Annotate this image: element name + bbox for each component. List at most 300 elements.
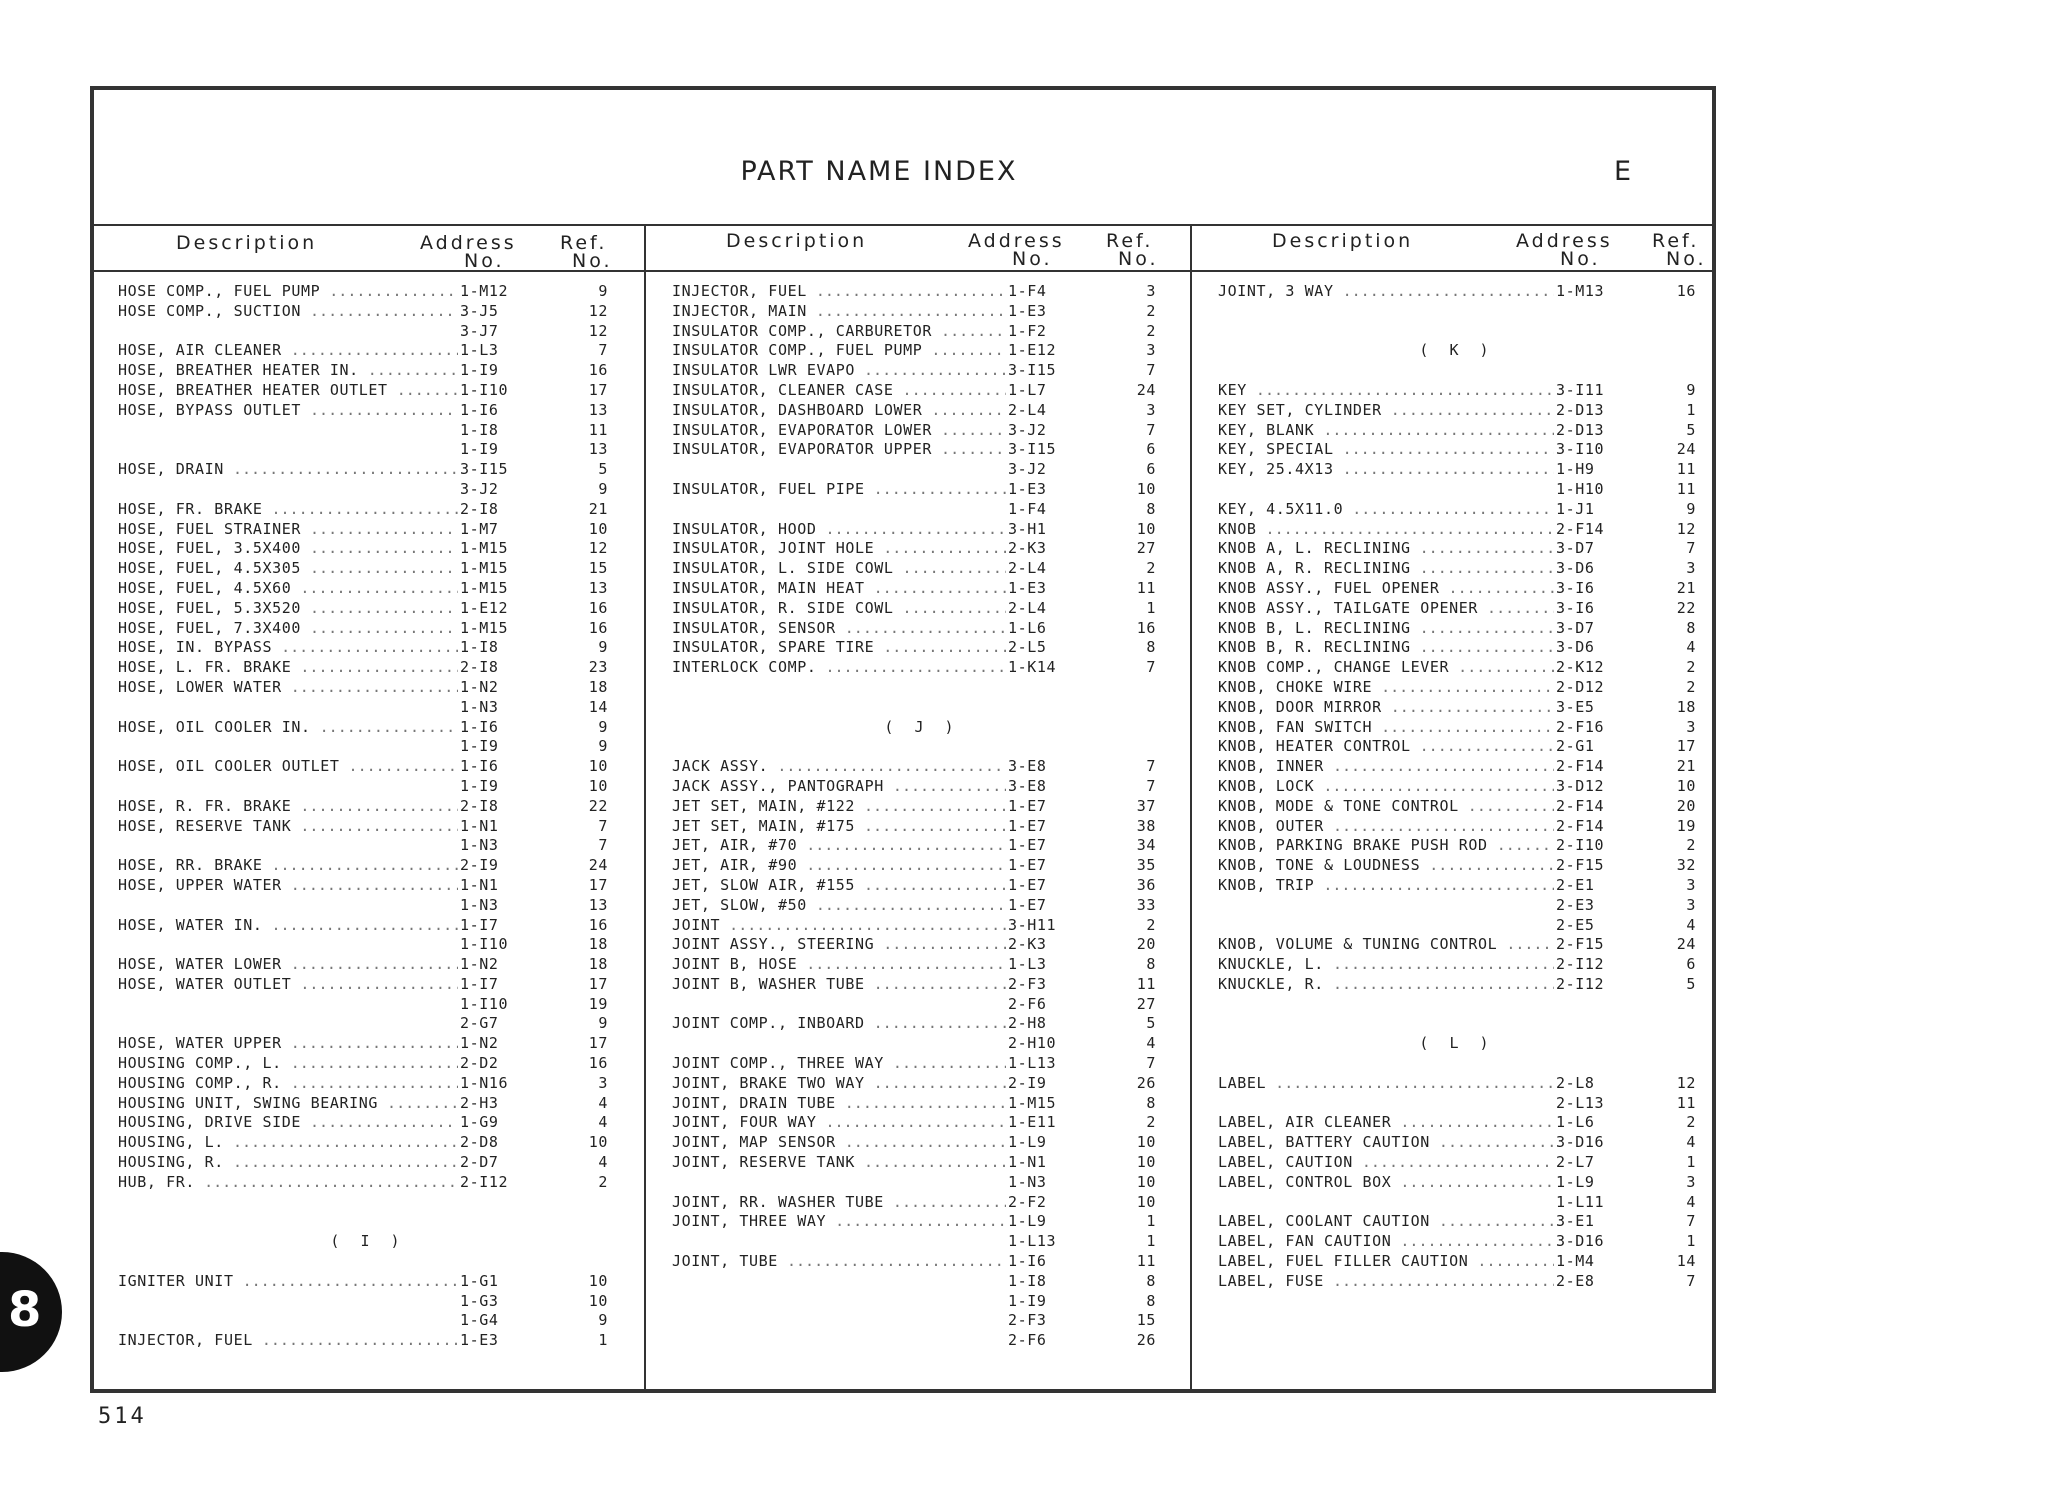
address-number: 1-N3 (460, 836, 499, 855)
index-row (118, 1014, 618, 1034)
reference-number: 4 (598, 1153, 608, 1172)
index-row (1218, 1193, 1696, 1213)
index-row (118, 421, 618, 441)
address-number: 2-F2 (1008, 1192, 1047, 1211)
index-row (672, 955, 1172, 975)
index-row (118, 817, 618, 837)
reference-number: 15 (1136, 1311, 1156, 1330)
index-row (1218, 1153, 1696, 1173)
reference-number: 10 (1136, 1172, 1156, 1191)
part-description (118, 539, 466, 559)
part-description (118, 361, 466, 381)
reference-number: 21 (1676, 757, 1696, 776)
part-description (118, 638, 466, 658)
part-description (1218, 935, 1562, 955)
part-description (1218, 955, 1562, 975)
section-letter-heading: ( I ) (330, 1232, 406, 1251)
part-description-text: LABEL, AIR CLEANER (1218, 1113, 1392, 1132)
index-row (1218, 381, 1696, 401)
part-description (672, 876, 1014, 896)
address-number: 2-I9 (1008, 1073, 1047, 1092)
index-row (672, 1232, 1172, 1252)
address-number: 1-I7 (460, 974, 499, 993)
address-number: 2-H3 (460, 1093, 499, 1112)
part-description-text: KNOB, INNER (1218, 757, 1324, 776)
index-row (1218, 282, 1696, 302)
part-description (1218, 1133, 1562, 1153)
index-row (1218, 559, 1696, 579)
reference-number: 13 (588, 400, 608, 419)
part-description-text: JOINT COMP., THREE WAY (672, 1054, 884, 1073)
part-description-text: LABEL, COOLANT CAUTION (1218, 1212, 1430, 1231)
index-row (118, 658, 618, 678)
address-number: 2-K3 (1008, 539, 1047, 558)
address-number: 2-L7 (1556, 1153, 1595, 1172)
index-row (118, 856, 618, 876)
address-number: 2-L4 (1008, 400, 1047, 419)
reference-number: 3 (1686, 1172, 1696, 1191)
reference-number: 17 (588, 1034, 608, 1053)
address-number: 1-G4 (460, 1311, 499, 1330)
index-row (1218, 1094, 1696, 1114)
reference-number: 11 (1136, 974, 1156, 993)
part-description-text: JACK ASSY., PANTOGRAPH (672, 776, 884, 795)
reference-number: 9 (598, 282, 608, 300)
part-description (1218, 282, 1562, 302)
part-description-text: HOSE, FR. BRAKE (118, 499, 263, 518)
reference-number: 7 (598, 836, 608, 855)
part-description-text: KNOB (1218, 519, 1257, 538)
address-number: 3-D7 (1556, 539, 1595, 558)
part-description-text: KNOB, HEATER CONTROL (1218, 737, 1411, 756)
index-row (672, 737, 1172, 757)
index-row (1218, 1232, 1696, 1252)
address-number: 1-N16 (460, 1073, 509, 1092)
index-row (118, 381, 618, 401)
part-description (1218, 500, 1562, 520)
part-description (672, 381, 1014, 401)
index-row (672, 698, 1172, 718)
index-row (672, 282, 1172, 302)
index-row (1218, 718, 1696, 738)
address-number: 3-E8 (1008, 757, 1047, 776)
col-ref-sub: No. (572, 250, 613, 272)
reference-number: 20 (1136, 935, 1156, 954)
address-number: 1-L11 (1556, 1192, 1605, 1211)
part-description (1218, 539, 1562, 559)
address-number: 3-I15 (460, 460, 509, 479)
index-row (118, 282, 618, 302)
part-description-text: KNUCKLE, R. (1218, 974, 1324, 993)
reference-number: 7 (1686, 1212, 1696, 1231)
part-description-text: HOSE, L. FR. BRAKE (118, 658, 292, 677)
address-number: 1-G3 (460, 1291, 499, 1310)
address-number: 3-D16 (1556, 1232, 1605, 1251)
index-row (672, 361, 1172, 381)
reference-number: 9 (598, 737, 608, 756)
index-row (118, 460, 618, 480)
part-description (1218, 1153, 1562, 1173)
reference-number: 18 (588, 677, 608, 696)
address-number: 1-J1 (1556, 499, 1595, 518)
address-number: 2-K3 (1008, 935, 1047, 954)
col-ref-sub: No. (1666, 248, 1707, 270)
reference-number: 10 (1136, 1153, 1156, 1172)
part-description-text: KNOB, PARKING BRAKE PUSH ROD (1218, 836, 1488, 855)
reference-number: 13 (588, 578, 608, 597)
reference-number: 8 (1146, 638, 1156, 657)
reference-number: 1 (1686, 400, 1696, 419)
address-number: 2-D2 (460, 1054, 499, 1073)
reference-number: 1 (1146, 1212, 1156, 1231)
part-description-text: KNOB ASSY., FUEL OPENER (1218, 578, 1440, 597)
part-description-text: HOSE, FUEL, 3.5X400 (118, 539, 301, 558)
address-number: 2-F6 (1008, 1331, 1047, 1350)
index-row (118, 1272, 618, 1292)
reference-number: 2 (1146, 301, 1156, 320)
title-band (94, 90, 1712, 226)
part-description-text: INSULATOR, FUEL PIPE (672, 479, 865, 498)
index-row (1218, 737, 1696, 757)
address-number: 2-H8 (1008, 1014, 1047, 1033)
address-number: 2-I8 (460, 499, 499, 518)
index-row (672, 757, 1172, 777)
address-number: 1-E7 (1008, 816, 1047, 835)
part-description-text: KNOB, OUTER (1218, 816, 1324, 835)
index-row (1218, 302, 1696, 322)
reference-number: 9 (598, 1311, 608, 1330)
address-number: 2-F15 (1556, 856, 1605, 875)
part-description-text: KNOB, CHOKE WIRE (1218, 677, 1373, 696)
address-number: 3-I15 (1008, 440, 1057, 459)
reference-number: 21 (588, 499, 608, 518)
part-description (672, 836, 1014, 856)
part-description (1218, 856, 1562, 876)
reference-number: 7 (598, 816, 608, 835)
index-row (1218, 1272, 1696, 1292)
part-description (1218, 1113, 1562, 1133)
part-description (672, 619, 1014, 639)
part-description (118, 817, 466, 837)
reference-number: 9 (1686, 499, 1696, 518)
address-number: 1-M4 (1556, 1252, 1595, 1271)
reference-number: 10 (1676, 776, 1696, 795)
address-number: 3-D6 (1556, 559, 1595, 578)
address-number: 1-I6 (460, 717, 499, 736)
reference-number: 4 (1686, 638, 1696, 657)
reference-number: 7 (1686, 539, 1696, 558)
reference-number: 10 (588, 1291, 608, 1310)
address-number: 3-J2 (1008, 420, 1047, 439)
reference-number: 1 (1146, 598, 1156, 617)
index-row (1218, 619, 1696, 639)
part-description (1218, 876, 1562, 896)
address-number: 1-I9 (460, 737, 499, 756)
part-description (118, 599, 466, 619)
index-row (1218, 797, 1696, 817)
reference-number: 21 (1676, 578, 1696, 597)
part-description (118, 1094, 466, 1114)
index-row (672, 381, 1172, 401)
part-description-text: HOSE, FUEL, 5.3X520 (118, 598, 301, 617)
index-row (1218, 599, 1696, 619)
part-description (672, 599, 1014, 619)
part-description (118, 797, 466, 817)
column-header-3 (1192, 226, 1716, 270)
part-description (1218, 1074, 1562, 1094)
part-description (118, 718, 466, 738)
address-number: 1-M7 (460, 519, 499, 538)
reference-number: 3 (1686, 875, 1696, 894)
part-description (118, 1054, 466, 1074)
part-description (672, 896, 1014, 916)
part-description (672, 935, 1014, 955)
part-description-text: HOSE, RR. BRAKE (118, 856, 263, 875)
address-number: 1-E7 (1008, 796, 1047, 815)
part-description-text: HOSE, WATER LOWER (118, 955, 282, 974)
part-description (672, 1074, 1014, 1094)
page-title: PART NAME INDEX (740, 156, 1018, 187)
part-description (1218, 757, 1562, 777)
address-number: 1-L3 (1008, 955, 1047, 974)
reference-number: 7 (1146, 658, 1156, 677)
address-number: 1-I9 (460, 776, 499, 795)
reference-number: 11 (588, 420, 608, 439)
reference-number: 8 (1146, 1271, 1156, 1290)
index-row (672, 876, 1172, 896)
part-description-text: KEY (1218, 380, 1247, 399)
reference-number: 4 (1686, 1192, 1696, 1211)
part-description (1218, 401, 1562, 421)
part-description-text: KEY, 4.5X11.0 (1218, 499, 1344, 518)
address-number: 2-I10 (1556, 836, 1605, 855)
address-number: 2-F14 (1556, 757, 1605, 776)
index-row (1218, 1252, 1696, 1272)
index-row (672, 1193, 1172, 1213)
section-letter-heading: ( J ) (884, 717, 960, 736)
reference-number: 9 (598, 479, 608, 498)
part-description-text: HOUSING UNIT, SWING BEARING (118, 1093, 379, 1112)
reference-number: 3 (1146, 282, 1156, 300)
index-row (118, 638, 618, 658)
section-letter-heading: ( L ) (1419, 1034, 1495, 1053)
part-description (672, 480, 1014, 500)
reference-number: 27 (1136, 539, 1156, 558)
part-description-text: LABEL, BATTERY CAUTION (1218, 1133, 1430, 1152)
part-description (1218, 440, 1562, 460)
part-description-text: HOSE, IN. BYPASS (118, 638, 273, 657)
address-number: 1-N1 (1008, 1153, 1047, 1172)
index-row (672, 1292, 1172, 1312)
index-row (1218, 322, 1696, 342)
part-description (1218, 975, 1562, 995)
index-row (672, 935, 1172, 955)
section-letter-heading: ( K ) (1419, 341, 1495, 360)
part-description-text: HOSE, FUEL, 4.5X60 (118, 578, 292, 597)
address-number: 1-I10 (460, 380, 509, 399)
reference-number: 1 (1146, 1232, 1156, 1251)
address-number: 1-I9 (460, 361, 499, 380)
reference-number: 3 (1146, 400, 1156, 419)
reference-number: 2 (1146, 321, 1156, 340)
part-description-text: HOSE, LOWER WATER (118, 677, 282, 696)
address-number: 1-H9 (1556, 460, 1595, 479)
col-address-sub: No. (1560, 248, 1601, 270)
index-row (672, 559, 1172, 579)
index-row (118, 678, 618, 698)
address-number: 1-I8 (460, 638, 499, 657)
part-description-text: JOINT, BRAKE TWO WAY (672, 1073, 865, 1092)
part-description (672, 955, 1014, 975)
reference-number: 11 (1136, 578, 1156, 597)
page-number: 514 (98, 1404, 147, 1429)
address-number: 2-F14 (1556, 816, 1605, 835)
part-description-text: JOINT, RR. WASHER TUBE (672, 1192, 884, 1211)
reference-number: 14 (1676, 1252, 1696, 1271)
part-description-text: JOINT COMP., INBOARD (672, 1014, 865, 1033)
reference-number: 26 (1136, 1073, 1156, 1092)
reference-number: 7 (1686, 1271, 1696, 1290)
part-description-text: INSULATOR, EVAPORATOR LOWER (672, 420, 933, 439)
index-row (672, 619, 1172, 639)
index-row (118, 1094, 618, 1114)
address-number: 3-E5 (1556, 697, 1595, 716)
part-description-text: HOSE, FUEL, 4.5X305 (118, 559, 301, 578)
address-number: 2-F16 (1556, 717, 1605, 736)
part-description (118, 381, 466, 401)
index-row (672, 1113, 1172, 1133)
part-description-text: KNOB A, R. RECLINING (1218, 559, 1411, 578)
part-description (672, 421, 1014, 441)
part-description (118, 302, 466, 322)
address-number: 1-I6 (1008, 1252, 1047, 1271)
index-row (118, 1133, 618, 1153)
address-number: 1-E7 (1008, 856, 1047, 875)
address-number: 2-E1 (1556, 875, 1595, 894)
reference-number: 18 (588, 955, 608, 974)
index-row (118, 975, 618, 995)
reference-number: 9 (1686, 380, 1696, 399)
index-row (1218, 638, 1696, 658)
index-row (118, 1173, 618, 1193)
address-number: 1-N2 (460, 677, 499, 696)
address-number: 1-I6 (460, 400, 499, 419)
part-description (1218, 520, 1562, 540)
part-description (1218, 698, 1562, 718)
part-description (672, 1193, 1014, 1213)
reference-number: 3 (598, 1073, 608, 1092)
index-row (1218, 1014, 1696, 1034)
part-description-text: INSULATOR, SPARE TIRE (672, 638, 875, 657)
part-description-text: INSULATOR, DASHBOARD LOWER (672, 400, 923, 419)
part-description (672, 1133, 1014, 1153)
reference-number: 9 (598, 1014, 608, 1033)
index-row (1218, 480, 1696, 500)
part-description (118, 757, 466, 777)
address-number: 3-I6 (1556, 598, 1595, 617)
address-number: 2-L4 (1008, 559, 1047, 578)
part-description (672, 638, 1014, 658)
part-description (672, 1014, 1014, 1034)
col-desc-label: Description (176, 232, 318, 254)
part-description (118, 678, 466, 698)
index-row (672, 1272, 1172, 1292)
address-number: 3-D7 (1556, 618, 1595, 637)
index-row (672, 1034, 1172, 1054)
part-description-text: KNOB, FAN SWITCH (1218, 717, 1373, 736)
index-row (118, 559, 618, 579)
part-description (672, 361, 1014, 381)
reference-number: 22 (1676, 598, 1696, 617)
part-description-text: INJECTOR, FUEL (118, 1331, 253, 1350)
part-description-text: INTERLOCK COMP. (672, 658, 817, 677)
reference-number: 7 (1146, 1054, 1156, 1073)
index-row (118, 797, 618, 817)
reference-number: 12 (588, 301, 608, 320)
part-description (672, 341, 1014, 361)
part-description (118, 876, 466, 896)
address-number: 3-E1 (1556, 1212, 1595, 1231)
index-row (1218, 817, 1696, 837)
index-row (672, 1094, 1172, 1114)
part-description (118, 1153, 466, 1173)
index-row (118, 718, 618, 738)
part-description-text: INJECTOR, FUEL (672, 282, 807, 300)
address-number: 2-E3 (1556, 895, 1595, 914)
index-row (118, 1193, 618, 1213)
index-row (118, 1252, 618, 1272)
index-row (672, 1311, 1172, 1331)
address-number: 1-E3 (1008, 301, 1047, 320)
part-description (1218, 579, 1562, 599)
address-number: 1-E11 (1008, 1113, 1057, 1132)
reference-number: 16 (1136, 618, 1156, 637)
address-number: 2-H10 (1008, 1034, 1057, 1053)
index-row (672, 1074, 1172, 1094)
part-description-text: HOSE COMP., SUCTION (118, 301, 301, 320)
address-number: 1-M15 (460, 578, 509, 597)
reference-number: 10 (588, 1271, 608, 1290)
index-row (1218, 421, 1696, 441)
reference-number: 17 (588, 875, 608, 894)
part-description-text: HOSE, WATER UPPER (118, 1034, 282, 1053)
index-row (672, 599, 1172, 619)
part-description-text: JOINT, FOUR WAY (672, 1113, 817, 1132)
index-row (118, 757, 618, 777)
index-row (118, 1212, 618, 1232)
reference-number: 23 (588, 658, 608, 677)
part-description (118, 341, 466, 361)
reference-number: 35 (1136, 856, 1156, 875)
part-description-text: JOINT, RESERVE TANK (672, 1153, 855, 1172)
address-number: 1-F2 (1008, 321, 1047, 340)
reference-number: 16 (588, 618, 608, 637)
index-row (672, 520, 1172, 540)
reference-number: 3 (1686, 717, 1696, 736)
index-row (1218, 579, 1696, 599)
address-number: 1-F4 (1008, 499, 1047, 518)
reference-number: 1 (1686, 1232, 1696, 1251)
reference-number: 16 (588, 361, 608, 380)
index-section-header (1218, 1034, 1696, 1054)
reference-number: 33 (1136, 895, 1156, 914)
reference-number: 19 (1676, 816, 1696, 835)
reference-number: 16 (588, 915, 608, 934)
index-row (672, 1252, 1172, 1272)
address-number: 2-D12 (1556, 677, 1605, 696)
part-description (672, 797, 1014, 817)
index-row (1218, 658, 1696, 678)
